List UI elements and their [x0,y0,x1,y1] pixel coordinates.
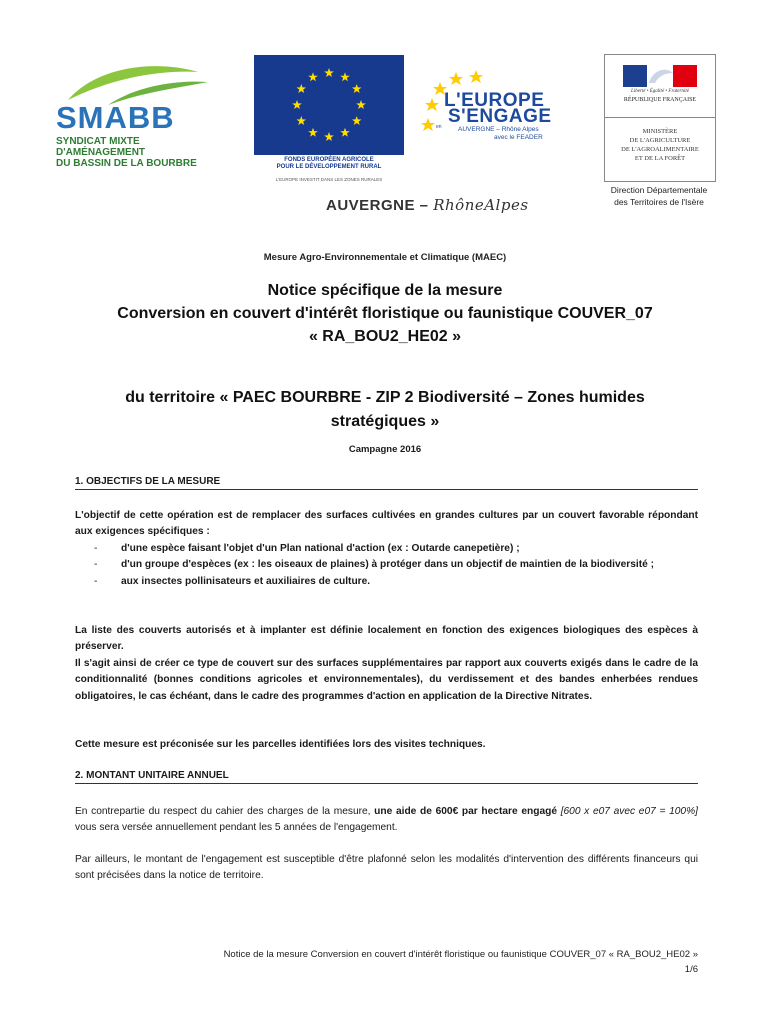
campaign-label: Campagne 2016 [348,444,422,455]
republique-motto: Liberté • Égalité • Fraternité [631,89,689,94]
territory-title: du territoire « PAEC BOURBRE - ZIP 2 Biodiversité – Zones humides stratégiques » [125,389,645,430]
republique-francaise: RÉPUBLIQUE FRANÇAISE [623,97,697,103]
title-line-1: Notice spécifique de la mesure [267,282,503,299]
title-line-2: Conversion en couvert d'intérêt floristique ou faunistique COUVER_07 [117,305,653,322]
footer-notice: Notice de la mesure Conversion en couvert d'intérêt floristique ou faunistique COUVER_07 « RA_BOU2_HE02 » [223,949,698,960]
page-footer [80,947,698,977]
region-logo [326,196,529,214]
eu-star-icon [297,116,307,125]
section-heading-montant: 2. MONTANT UNITAIRE ANNUEL [75,770,698,784]
ddt-caption: Direction Départementale des Territoires de l'Isère [610,185,708,207]
maec-heading: Mesure Agro-Environnementale et Climatique (MAEC) [263,252,507,263]
region-logo-part1: AUVERGNE – [326,197,434,214]
ministry-logo [604,54,716,182]
eu-star-icon [297,84,307,93]
list-item: - d'un groupe d'espèces (ex : les oiseaux de plaines) à protéger dans un objectif de maintien de la biodiversité ; [94,559,655,571]
eu-star-icon [352,84,362,93]
marianne-flag-icon [623,65,697,87]
eu-flag [254,55,404,155]
eu-caption-small: L'EUROPE INVESTIT DANS LES ZONES RURALES [275,177,383,182]
eu-star-icon [324,68,334,77]
eu-star-icon [324,132,334,141]
leurope-line2: S'ENGAGE [448,106,552,127]
page-number: 1/6 [684,964,698,975]
conditionnalite-paragraph: Il s'agit ainsi de créer ce type de couvert sur des surfaces supplémentaires par rapport aux couverts exigés dans le cadre de la conditionnalité (bonnes conditions agricoles et environnementales), du verdissement et des bandes enherbées rendues obligatoires, le cas échéant, dans le cadre des programmes d'action en application de la Directive Nitrates. [75,658,698,702]
eu-star-icon [308,72,318,81]
eu-star-icon [356,100,366,109]
leurope-line1: L'EUROPE [444,90,545,111]
eu-star-icon [292,100,302,109]
eu-star-icon [340,128,350,137]
region-logo-part2: RhôneAlpes [433,196,529,214]
title-line-3: « RA_BOU2_HE02 » [308,328,462,345]
leurope-region: AUVERGNE – Rhône Alpes [458,126,539,133]
eu-caption: FONDS EUROPÉEN AGRICOLE POUR LE DÉVELOPPEMENT RURAL [276,157,382,170]
objectif-paragraph: L'objectif de cette opération est de remplacer des surfaces cultivées en grandes cultures par un couvert favorable répondant aux exigences spécifiques : [75,510,698,538]
list-item: - aux insectes pollinisateurs et auxiliaires de culture. [94,575,371,587]
list-item: - d'une espèce faisant l'objet d'un Plan national d'action (ex : Outarde canepetière) ; [94,543,520,554]
eu-star-icon [340,72,350,81]
leurope-feader: avec le FEADER [494,134,543,141]
ministry-name: MINISTÈRE DE L'AGRICULTURE DE L'AGROALIMENTAIRE ET DE LA FORÊT [621,128,699,162]
section-heading-objectifs: 1. OBJECTIFS DE LA MESURE [75,476,698,490]
leurope-en: en [436,124,442,130]
republique-block [605,55,715,118]
eu-star-icon [352,116,362,125]
smabb-wordmark: SMABB [56,100,175,135]
objectif-bullet-list [94,541,698,590]
eu-stars-icon [254,55,404,155]
preconisation-paragraph: Cette mesure est préconisée sur les parcelles identifiées lors des visites techniques. [75,739,486,750]
eu-feader-logo [254,55,404,190]
eu-star-icon [308,128,318,137]
montant-paragraph: En contrepartie du respect du cahier des charges de la mesure, une aide de 600€ par hectare engagé [600 x e07 avec e07 = 100%] vous sera versée annuellement pendant les 5 années de l'engagement. [75,806,698,834]
couverts-paragraph: La liste des couverts autorisés et à implanter est définie localement en fonction des exigences biologiques des espèces à préserver. [75,625,698,653]
smabb-subtitle: SYNDICAT MIXTE D'AMÉNAGEMENT DU BASSIN DE LA BOURBRE [56,136,197,169]
leurope-sengage-logo [418,68,558,148]
plafond-paragraph: Par ailleurs, le montant de l'engagement est susceptible d'être plafonné selon les modalités d'intervention des différents financeurs qui sont précisées dans la notice de territoire. [75,854,698,882]
smabb-logo [48,60,218,170]
